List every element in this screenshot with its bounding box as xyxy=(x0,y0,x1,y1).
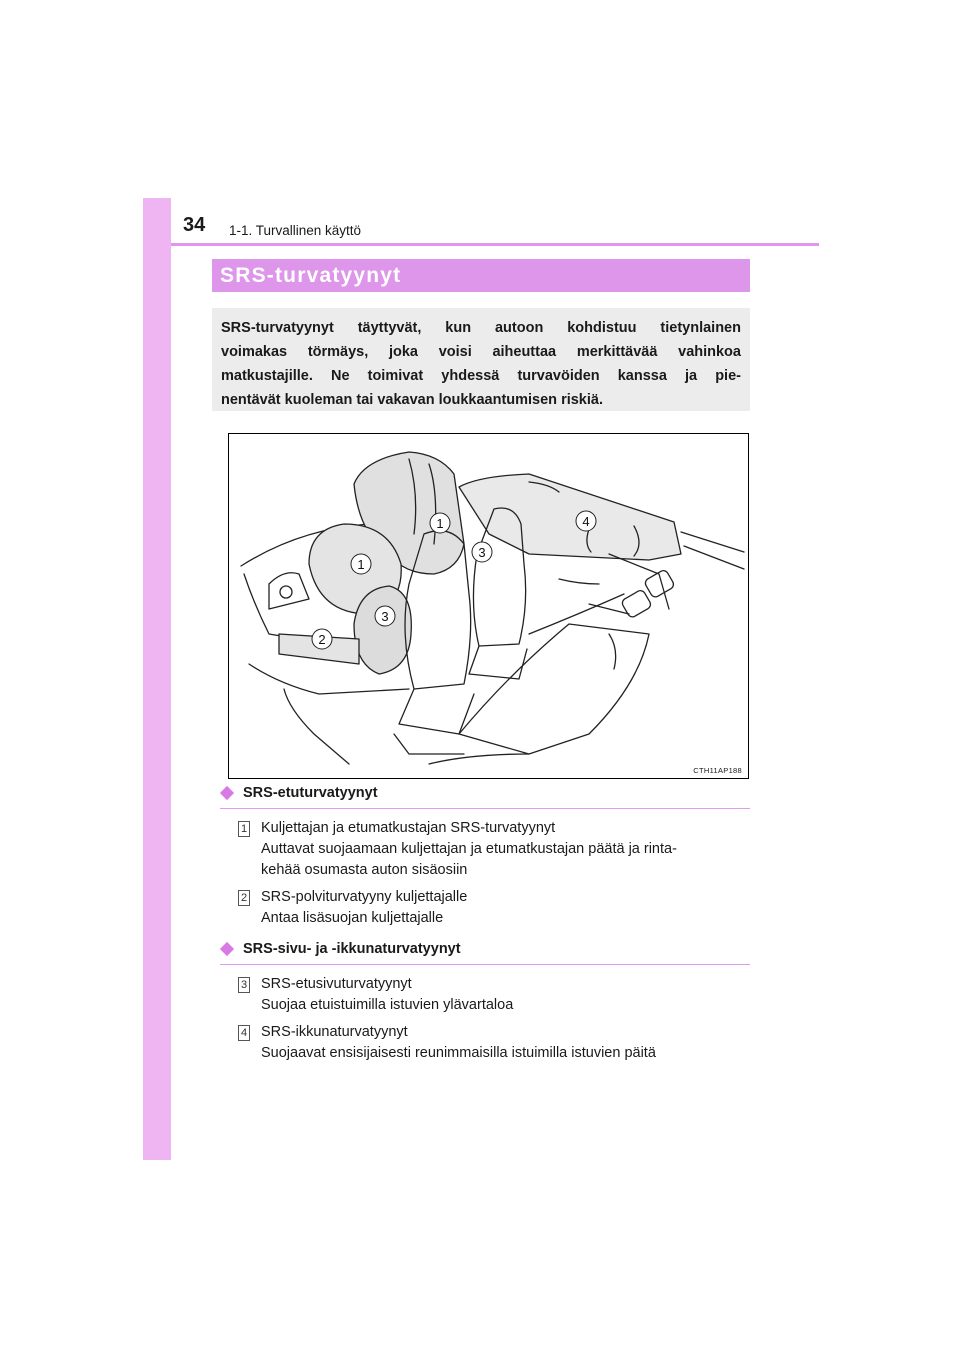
breadcrumb: 1-1. Turvallinen käyttö xyxy=(229,223,362,238)
item-desc: Antaa lisäsuojan kuljettajalle xyxy=(261,910,444,926)
callout-4-curtain: 4 xyxy=(582,514,590,529)
page-number: 34 xyxy=(183,214,206,236)
callout-3-driver-side: 3 xyxy=(381,609,389,624)
car-interior-drawing xyxy=(229,434,748,778)
item-desc: Suojaavat ensisijaisesti reunimmaisilla istuimilla istuvien päitä xyxy=(261,1045,656,1061)
group-divider xyxy=(220,964,750,965)
callout-3-passenger-side: 3 xyxy=(478,545,486,560)
figure-code: CTH11AP188 xyxy=(693,766,742,775)
intro-line: matkustajille. Ne toimivat yhdessä turvavöiden kanssa ja pie- xyxy=(221,368,741,384)
chapter-side-tab xyxy=(143,198,171,1160)
diamond-bullet-icon xyxy=(220,786,234,800)
item-number: 4 xyxy=(238,1025,250,1041)
intro-line: nentävät kuoleman tai vakavan loukkaantumisen riskiä. xyxy=(221,392,603,408)
intro-box xyxy=(212,308,750,411)
airbag-illustration xyxy=(228,433,749,779)
list-item xyxy=(261,974,513,1016)
item-desc: Auttavat suojaamaan kuljettajan ja etumatkustajan päätä ja rinta- xyxy=(261,841,677,857)
item-number: 1 xyxy=(238,821,250,837)
item-title: SRS-polviturvatyyny kuljettajalle xyxy=(261,889,468,905)
item-desc: kehää osumasta auton sisäosiin xyxy=(261,862,468,878)
group-heading-text: SRS-etuturvatyynyt xyxy=(243,785,378,801)
list-item xyxy=(261,1022,656,1064)
item-number: 2 xyxy=(238,890,250,906)
intro-line: SRS-turvatyynyt täyttyvät, kun autoon kohdistuu tietynlainen xyxy=(221,320,741,336)
diamond-bullet-icon xyxy=(220,942,234,956)
item-number: 3 xyxy=(238,977,250,993)
group-heading xyxy=(220,941,461,957)
callout-1-driver: 1 xyxy=(357,557,365,572)
list-item xyxy=(261,887,467,929)
group-divider xyxy=(220,808,750,809)
item-title: SRS-etusivuturvatyynyt xyxy=(261,976,412,992)
item-desc: Suojaa etuistuimilla istuvien ylävartaloa xyxy=(261,997,514,1013)
group-heading xyxy=(220,785,378,801)
section-title: SRS-turvatyynyt xyxy=(212,259,750,292)
callout-2-knee: 2 xyxy=(318,632,326,647)
item-title: SRS-ikkunaturvatyynyt xyxy=(261,1024,408,1040)
list-item xyxy=(261,818,677,881)
intro-line: voimakas törmäys, joka voisi aiheuttaa merkittävää vahinkoa xyxy=(221,344,741,360)
group-heading-text: SRS-sivu- ja -ikkunaturvatyynyt xyxy=(243,941,461,957)
callout-1-passenger: 1 xyxy=(436,516,444,531)
item-title: Kuljettajan ja etumatkustajan SRS-turvatyynyt xyxy=(261,820,556,836)
header-divider xyxy=(171,243,819,246)
